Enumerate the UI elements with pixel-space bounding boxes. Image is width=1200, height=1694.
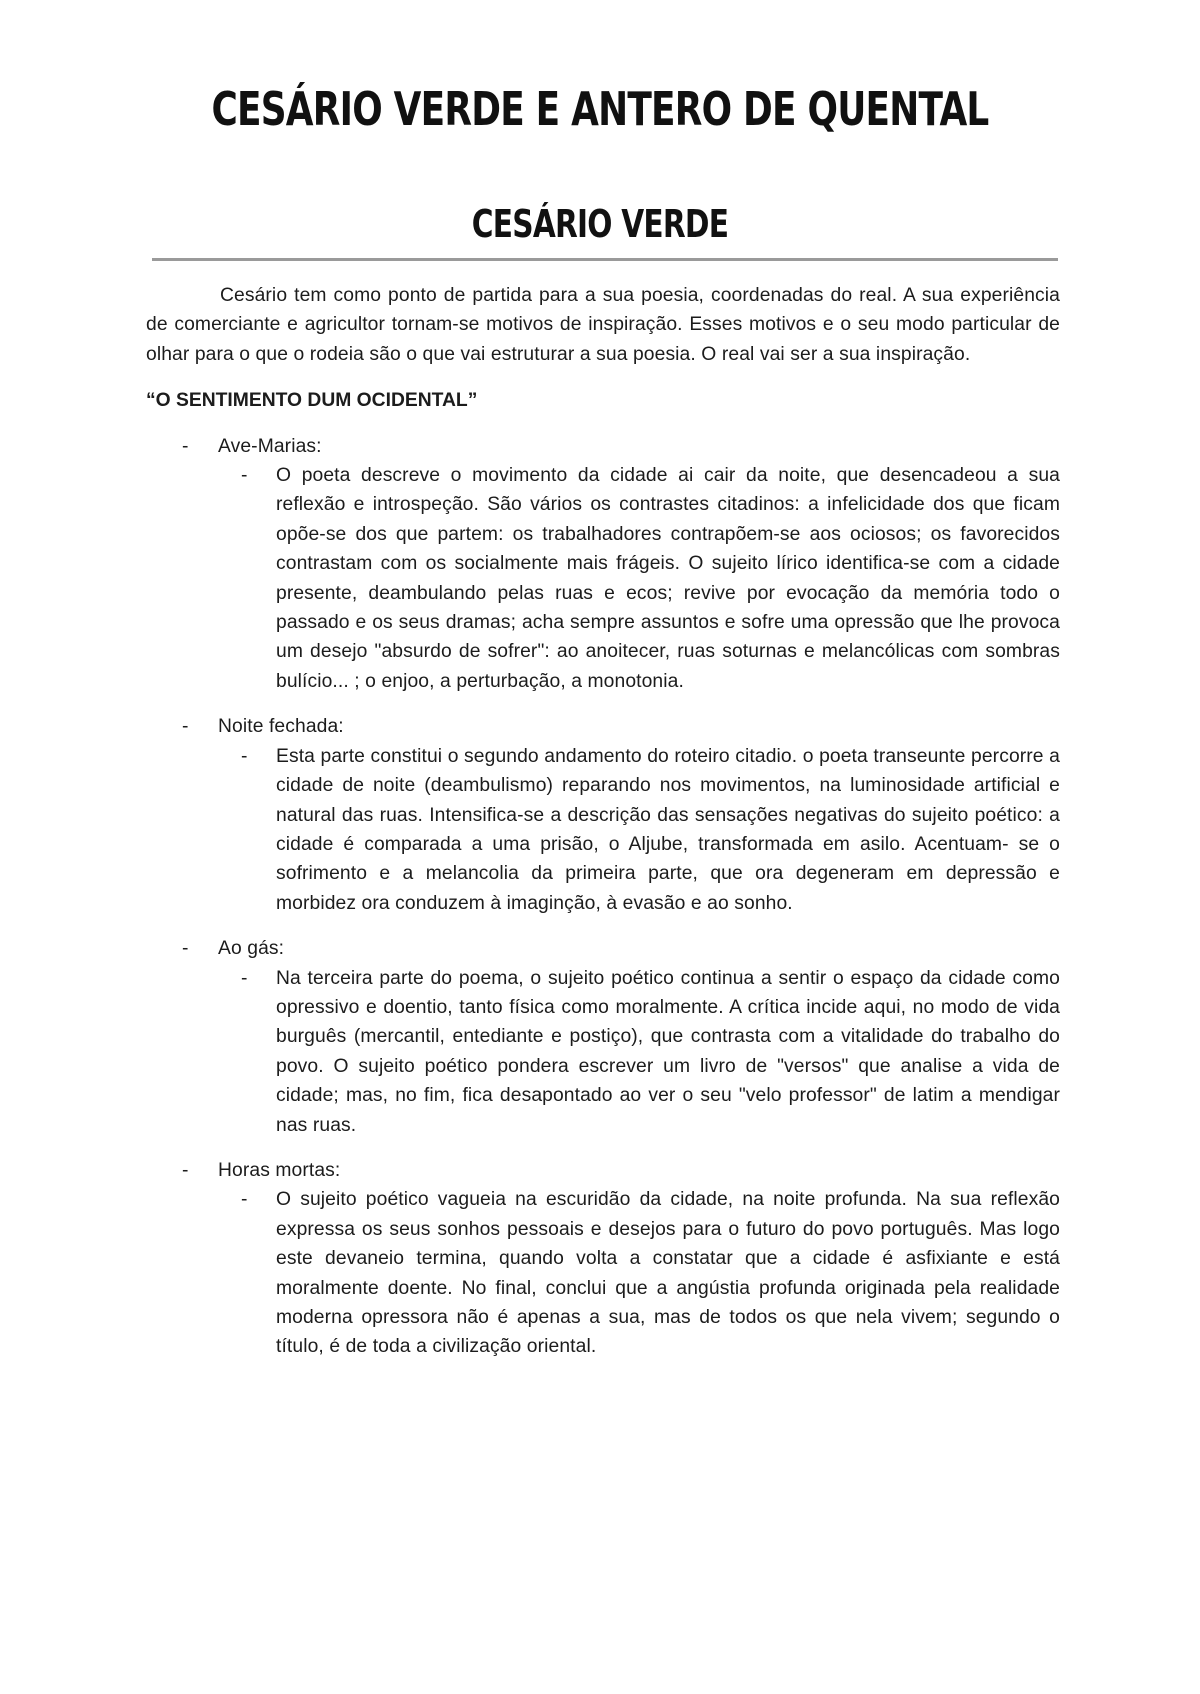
list-item xyxy=(218,1185,1060,1361)
part-points xyxy=(218,461,1060,696)
bullet-dash: - xyxy=(182,435,189,457)
bullet-dash: - xyxy=(182,716,189,738)
bullet-dash: - xyxy=(241,465,248,487)
part-description: Na terceira parte do poema, o sujeito poético continua a sentir o espaço da cidade como opressivo e doentio, tanto física como moralmente. A crítica incide aqui, no modo de vida burguês (mercantil, entediante e postiço), que contrasta com a vitalidade do trabalho do povo. O sujeito poético pondera escrever um livro de "versos" que analise a vida de cidade; mas, no fim, fica desapontado ao ver o seu "velo professor" de latim a mendigar nas ruas. xyxy=(276,967,1060,1136)
bullet-dash: - xyxy=(182,938,189,960)
list-item xyxy=(146,1156,1060,1362)
part-points xyxy=(218,742,1060,918)
part-description: Esta parte constitui o segundo andamento do roteiro citadio. o poeta transeunte percorre a cidade de noite (deambulismo) reparando nos movimentos, na luminosidade artificial e natural das ruas. Intensifica-se a descrição das sensações negativas do sujeito poético: a cidade é comparada a uma prisão, o Aljube, transformada em asilo. Acentuam- se o sofrimento e a melancolia da primeira parte, que ora degeneram em depressão e morbidez ora conduzem à imaginção, à evasão e ao sonho. xyxy=(276,745,1060,914)
bullet-dash: - xyxy=(241,967,248,989)
list-item xyxy=(146,712,1060,918)
list-item xyxy=(218,742,1060,918)
part-label: Ao gás: xyxy=(218,938,285,960)
bullet-dash: - xyxy=(241,1189,248,1211)
document-title: CESÁRIO VERDE E ANTERO DE QUENTAL xyxy=(211,82,989,136)
bullet-dash: - xyxy=(241,745,248,767)
list-item xyxy=(218,461,1060,696)
intro-paragraph: Cesário tem como ponto de partida para a sua poesia, coordenadas do real. A sua experiência de comerciante e agricultor tornam-se motivos de inspiração. Esses motivos e o seu modo particular de olhar para o que o rodeia são o que vai estruturar a sua poesia. O real vai ser a sua inspiração. xyxy=(146,285,1060,365)
part-label: Ave-Marias: xyxy=(218,435,322,457)
part-points xyxy=(218,1185,1060,1361)
poem-subheading: “O SENTIMENTO DUM OCIDENTAL” xyxy=(146,390,478,412)
section-title: CESÁRIO VERDE xyxy=(471,202,729,246)
bullet-dash: - xyxy=(182,1159,189,1181)
list-item xyxy=(218,964,1060,1140)
part-points xyxy=(218,964,1060,1140)
section-divider xyxy=(152,258,1058,261)
part-label: Noite fechada: xyxy=(218,716,344,738)
part-label: Horas mortas: xyxy=(218,1159,341,1181)
part-description: O poeta descreve o movimento da cidade ai cair da noite, que desencadeou a sua reflexão e introspeção. São vários os contrastes citadinos: a infelicidade dos que ficam opõe-se dos que partem: os trabalhadores contrapõem-se aos ociosos; os favorecidos contrastam com os socialmente mais frágeis. O sujeito lírico identifica-se com a cidade presente, deambulando pelas ruas e ecos; revive por evocação da memória todo o passado e os seus dramas; acha sempre assuntos e sofre uma opressão que lhe provoca um desejo "absurdo de sofrer": ao anoitecer, ruas soturnas e melancólicas com sombras bulício... ; o enjoo, a perturbação, a monotonia. xyxy=(276,465,1060,692)
list-item xyxy=(146,432,1060,697)
part-description: O sujeito poético vagueia na escuridão da cidade, na noite profunda. Na sua reflexão expressa os seus sonhos pessoais e desejos para o futuro do povo português. Mas logo este devaneio termina, quando volta a constatar que a cidade é asfixiante e está moralmente doente. No final, conclui que a angústia profunda originada pela realidade moderna opressora não é apenas a sua, mas de todos os que nela vivem; segundo o título, é de toda a civilização oriental. xyxy=(276,1189,1060,1358)
poem-parts-list xyxy=(146,432,1060,1362)
list-item xyxy=(146,934,1060,1140)
document-body xyxy=(146,281,1060,1378)
